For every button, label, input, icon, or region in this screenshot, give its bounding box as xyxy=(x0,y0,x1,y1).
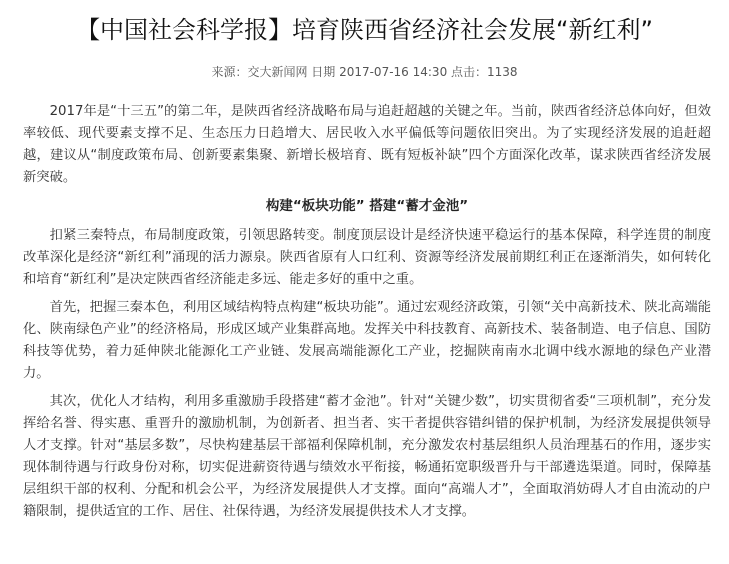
section-heading: 构建“板块功能” 搭建“蓄才金池” xyxy=(265,198,469,214)
paragraph: 其次，优化人才结构，利用多重激励手段搭建“蓄才金池”。针对“关键少数”，切实贯彻省委“三项机制”，充分发挥给名誉、得实惠、重晋升的激励机制，为创新者、担当者、实干者提供容错纠错的保护机制，为经济发展提供领导人才支撑。针对“基层多数”，尽快构建基层干部福利保障机制，充分激发农村基层组织人员治理基石的作用，逐步实现体制待遇与行政身份对称，切实促进薪资待遇与绩效水平衔接，畅通拓宽职级晋升与干部遴选渠道。同时，保障基层组织干部的权利、分配和机会公平，为经济发展提供人才支撑。面向“高端人才”，全面取消妨碍人才自由流动的户籍限制，提供适宜的工作、居住、社保待遇，为经济发展提供技术人才支撑。 xyxy=(23,394,711,519)
paragraph: 扣紧三秦特点，布局制度政策，引领思路转变。制度顶层设计是经济快速平稳运行的基本保障，科学连贯的制度改革深化是经济“新红利”涌现的活力源泉。陕西省原有人口红利、资源等经济发展前期红利正在逐渐消失，如何转化和培育“新红利”是决定陕西省经济能走多远、能走多好的重中之重。 xyxy=(23,228,711,287)
article-title: 【中国社会科学报】培育陕西省经济社会发展“新红利” xyxy=(76,16,653,44)
paragraph: 2017年是“十三五”的第二年，是陕西省经济战略布局与追赶超越的关键之年。当前，陕西省经济总体向好，但效率较低、现代要素支撑不足、生态压力日趋增大、居民收入水平偏低等问题依旧突出。为了实现经济发展的追赶超越，建议从“制度政策布局、创新要素集聚、新增长极培育、既有短板补缺”四个方面深化改革，谋求陕西省经济发展新突破。 xyxy=(23,104,711,185)
paragraph: 首先，把握三秦本色，利用区域结构特点构建“板块功能”。通过宏观经济政策，引领“关中高新技术、陕北高端能化、陕南绿色产业”的经济格局，形成区域产业集群高地。发挥关中科技教育、高新技术、装备制造、电子信息、国防科技等优势，着力延伸陕北能源化工产业链、发展高端能源化工产业，挖掘陕南南水北调中线水源地的绿色产业潜力。 xyxy=(23,300,711,381)
article-body xyxy=(23,101,711,529)
article-meta: 来源：交大新闻网 日期 2017-07-16 14:30 点击：1138 xyxy=(211,65,518,79)
